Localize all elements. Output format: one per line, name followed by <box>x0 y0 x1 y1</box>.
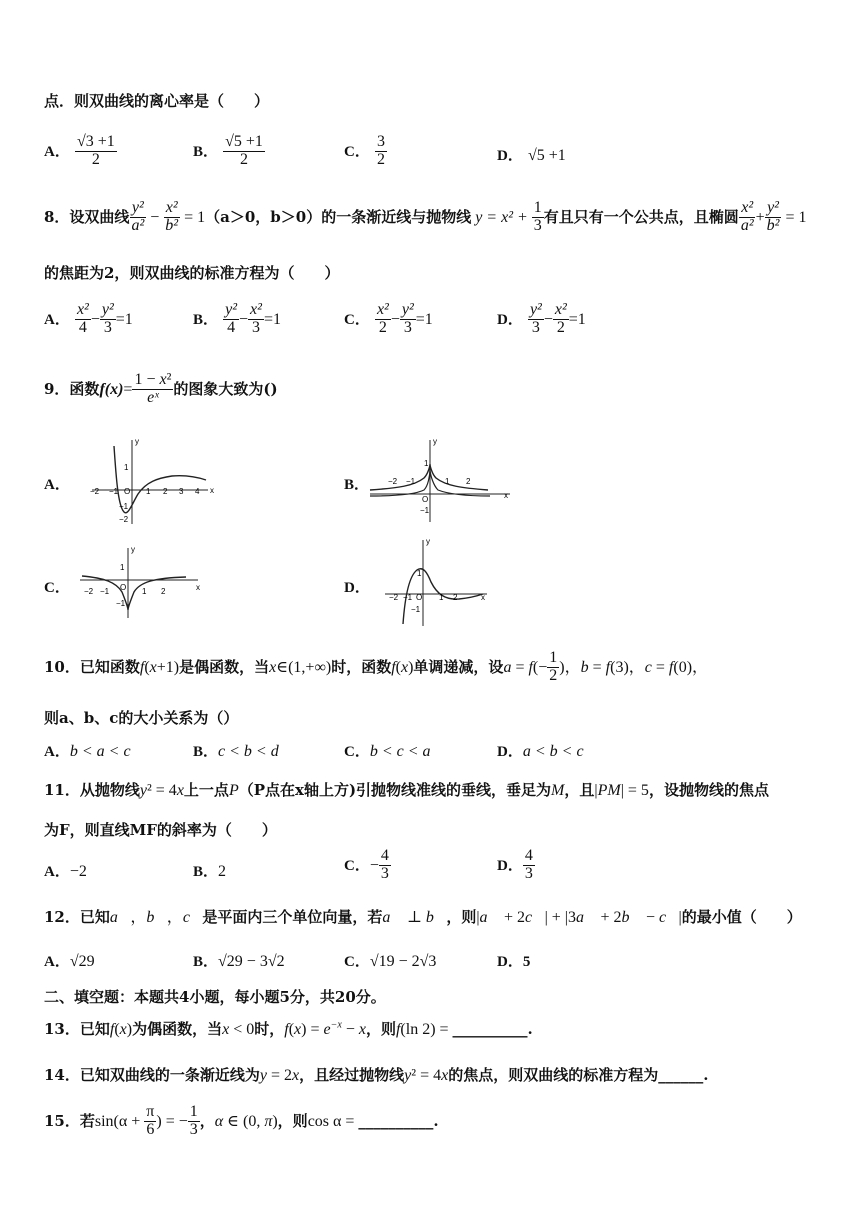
q12-option-d: D．5 <box>497 954 531 970</box>
q11-option-c: C．− $\frac{4}{3}$ <box>344 847 389 882</box>
svg-text:1: 1 <box>417 569 422 578</box>
svg-text:1: 1 <box>424 459 429 468</box>
svg-text:3: 3 <box>179 487 184 496</box>
q11-option-d: D． $\frac{4}{3}$ <box>497 847 533 882</box>
svg-text:1: 1 <box>439 593 444 602</box>
svg-text:−2: −2 <box>388 477 398 486</box>
svg-text:1: 1 <box>142 587 147 596</box>
q9-graph-b <box>368 436 516 526</box>
q12-option-c: C．√19 − 2√3 <box>344 953 437 970</box>
q10-stem-line1: 10．已知函数f(x+1)是偶函数，当x∈(1,+∞)时，函数f(x)单调递减，设a = f(− $\frac{1}{2}$ )，b = f(3)，c = f(0)， <box>44 649 709 684</box>
svg-text:O: O <box>120 583 127 592</box>
q9-option-a-label: A． <box>44 477 70 493</box>
svg-text:1: 1 <box>146 487 151 496</box>
q11-stem-line1: 11．从抛物线y² = 4x上一点P（P点在x轴上方)引抛物线准线的垂线，垂足为M，且|PM| = 5，设抛物线的焦点 <box>44 781 769 799</box>
q13-stem: 13．已知f(x)为偶函数，当x < 0时，$f(x) = e^{-x} - x$，则f(ln 2) = __________. <box>44 1019 533 1038</box>
q10-option-c: C．b < c < a <box>344 743 431 760</box>
q12-stem: 12．已知a⃗，b⃗，c⃗是平面内三个单位向量，若a⃗ ⊥ b⃗，则|a⃗ + 2c⃗| + |3a⃗ + 2b⃗ − c⃗|的最小值（ ） <box>44 908 802 926</box>
q8-option-a: A． $\frac{\text{x²}}{4}$ − $\frac{\text{y²}}{3}$ =1 <box>44 301 133 336</box>
q14-answer-blank[interactable]: ______. <box>658 1066 709 1084</box>
q11-stem-line2: 为F，则直线MF的斜率为（ ） <box>44 821 277 839</box>
q12-option-b: B．√29 − 3√2 <box>193 953 285 970</box>
q9-graph-d <box>383 536 493 628</box>
svg-text:−2: −2 <box>119 515 129 524</box>
svg-text:−2: −2 <box>90 487 100 496</box>
q9-option-b-label: B． <box>344 477 370 493</box>
svg-text:2: 2 <box>163 487 168 496</box>
svg-text:−1: −1 <box>116 599 126 608</box>
q9-graph-c <box>78 544 206 624</box>
svg-text:x: x <box>196 583 200 592</box>
q14-stem: 14．已知双曲线的一条渐近线为y = 2x，且经过抛物线y² = 4x的焦点，则双曲线的标准方程为______. <box>44 1066 709 1084</box>
svg-text:O: O <box>124 487 131 496</box>
q7-option-c: C． $\frac{3}{2}$ <box>344 133 385 168</box>
svg-text:−2: −2 <box>84 587 94 596</box>
svg-text:y: y <box>135 437 139 446</box>
svg-text:1: 1 <box>120 563 125 572</box>
svg-text:−2: −2 <box>389 593 399 602</box>
svg-text:−1: −1 <box>100 587 110 596</box>
svg-text:y: y <box>433 437 437 446</box>
svg-text:x: x <box>210 486 214 495</box>
q7-option-b: B． $\frac{√5 +1}{2}$ <box>193 133 263 168</box>
svg-text:2: 2 <box>161 587 166 596</box>
q8-option-b: B． $\frac{\text{y²}}{4}$ − $\frac{\text{x²}}{3}$ =1 <box>193 301 281 336</box>
svg-text:−1: −1 <box>420 506 430 515</box>
svg-text:−1: −1 <box>406 477 416 486</box>
q9-graph-a <box>88 436 218 526</box>
svg-text:−1: −1 <box>403 593 413 602</box>
svg-text:1: 1 <box>124 463 129 472</box>
q10-option-a: A．b < a < c <box>44 743 131 760</box>
svg-text:y: y <box>131 545 135 554</box>
svg-text:2: 2 <box>466 477 471 486</box>
svg-text:2: 2 <box>453 593 458 602</box>
q11-option-a: A．−2 <box>44 863 87 880</box>
svg-text:O: O <box>422 495 429 504</box>
section-heading-fill-in: 二、填空题：本题共4小题，每小题5分，共20分。 <box>44 988 386 1006</box>
svg-text:−1: −1 <box>411 605 421 614</box>
svg-text:1: 1 <box>445 477 450 486</box>
q9-stem: 9．函数f(x)= $\frac{\text{1 − x²}}{\text{eˣ}}$ 的图象大致为() <box>44 371 278 406</box>
q10-stem-line2: 则a、b、c的大小关系为（） <box>44 709 239 727</box>
svg-text:x: x <box>481 593 485 602</box>
q12-option-a: A．√29 <box>44 953 95 970</box>
svg-text:y: y <box>426 537 430 546</box>
svg-text:O: O <box>416 593 423 602</box>
q7-option-d: D． √5 +1 <box>497 147 566 164</box>
svg-text:x: x <box>504 491 508 500</box>
q15-stem: 15．若sin(α + $\frac{\pi}{6}$ ) = − $\frac{1}{3}$ ，α ∈ (0, π)，则cos α = __________. <box>44 1103 439 1138</box>
q8-option-c: C． $\frac{\text{x²}}{2}$ − $\frac{\text{y²}}{3}$ =1 <box>344 301 433 336</box>
q8-option-d: D． $\frac{\text{y²}}{3}$ − $\frac{\text{x²}}{2}$ =1 <box>497 301 586 336</box>
q10-option-d: D．a < b < c <box>497 743 584 760</box>
q13-answer-blank[interactable]: __________. <box>452 1020 533 1038</box>
q11-option-b: B．2 <box>193 863 227 880</box>
q15-answer-blank[interactable]: __________. <box>358 1111 439 1130</box>
q8-stem-line2: 的焦距为2，则双曲线的标准方程为（ ） <box>44 264 340 282</box>
q7-option-a: A． $\frac{√3 +1}{2}$ <box>44 133 115 168</box>
q9-option-c-label: C． <box>44 580 70 596</box>
q8-stem-line1: 8．设双曲线 $\frac{\text{y²}}{\text{a²}}$ − $\frac{\text{x²}}{\text{b²}}$ = 1（a＞0，b＞0）的一条渐近线与抛物线 y = x² + $\frac{1}{3}$ 有且只有一个公共点，且椭圆 $\frac{\text{x²}}{\text{a²}}$ + $\frac{\text{y²}}{\text{b²}}$ = 1 <box>44 199 807 234</box>
q10-option-b: B．c < b < d <box>193 743 279 760</box>
svg-text:4: 4 <box>195 487 200 496</box>
q7-stem: 点．则双曲线的离心率是（ ） <box>44 92 270 110</box>
svg-text:−1: −1 <box>119 502 129 511</box>
q9-option-d-label: D． <box>344 580 370 596</box>
svg-text:−1: −1 <box>109 487 119 496</box>
